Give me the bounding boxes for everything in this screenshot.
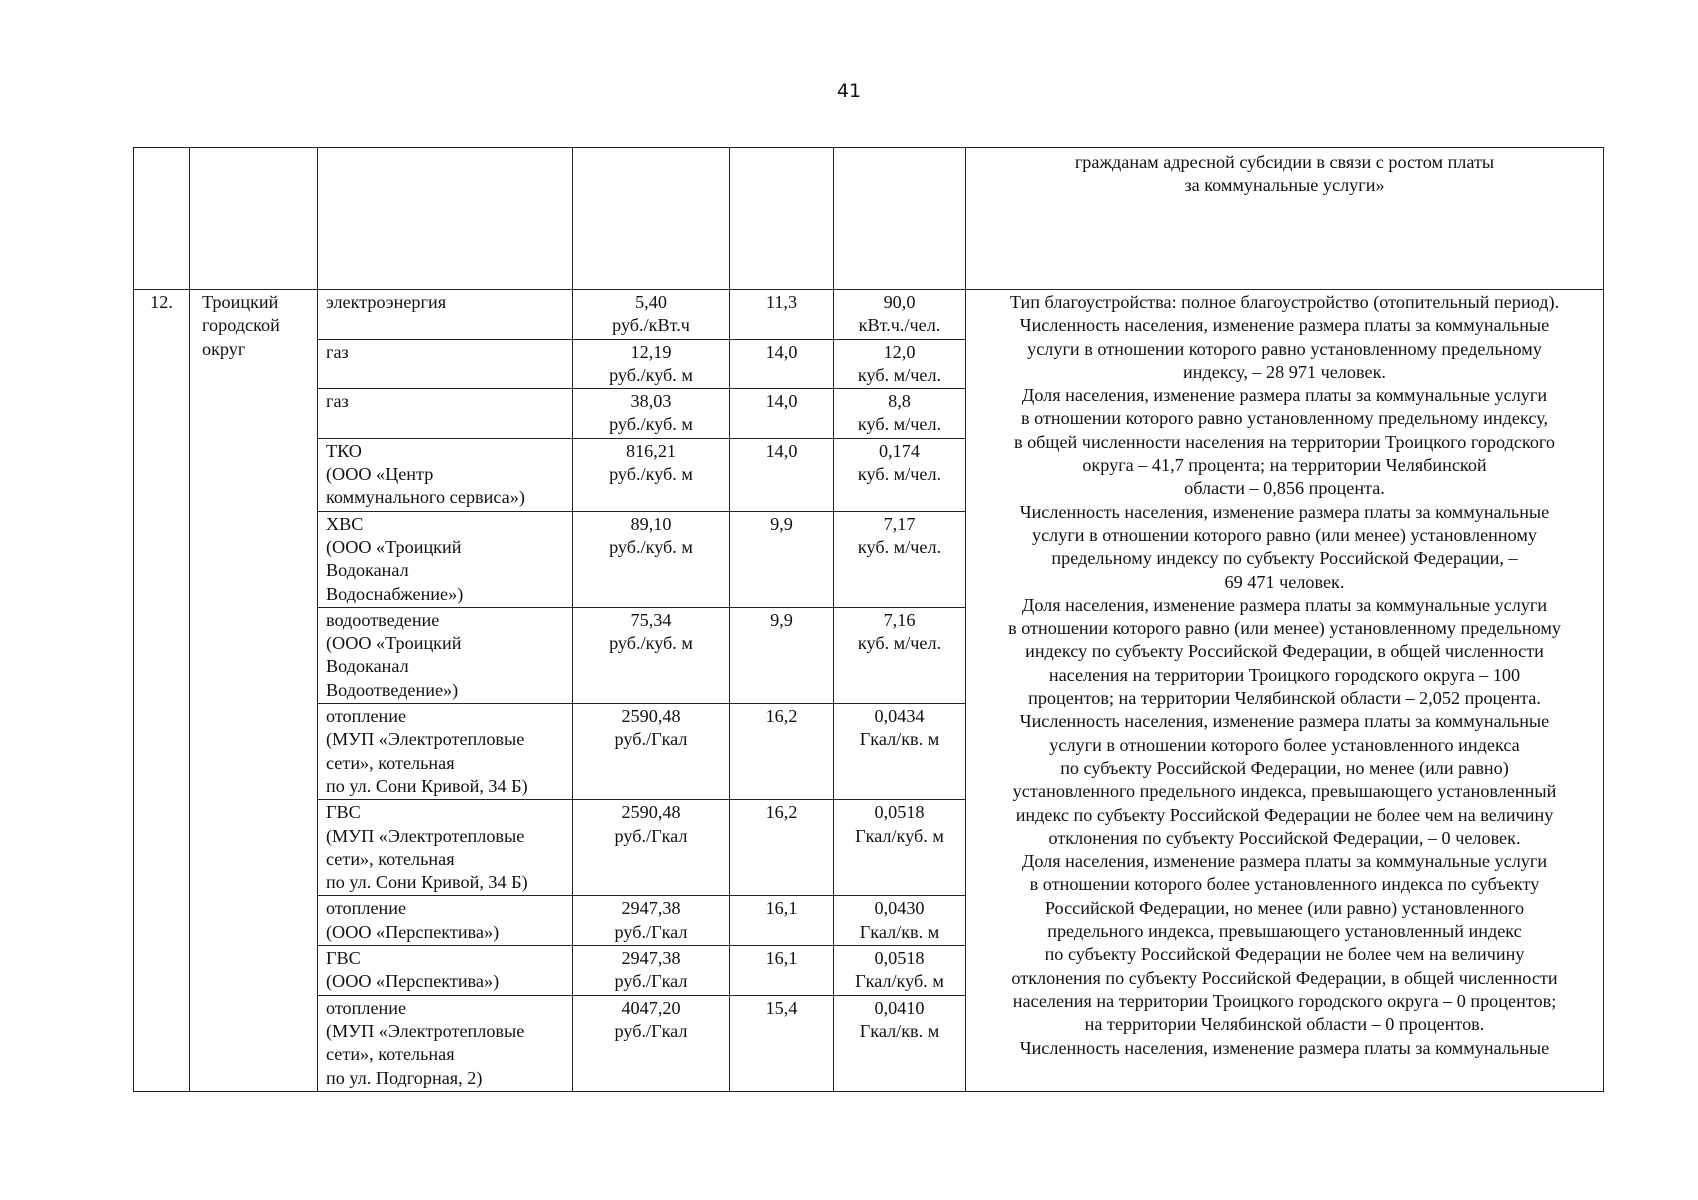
service-line: (МУП «Электротепловые <box>326 729 525 750</box>
tariff-line: 4047,20 <box>621 997 681 1018</box>
norm-cell <box>834 946 966 996</box>
description-cell <box>966 290 1604 1092</box>
entry-number: 12. <box>134 290 190 1092</box>
tariff-line: 75,34 <box>630 609 672 630</box>
service-name-cell <box>318 995 573 1091</box>
description-line: услуги в отношении которого равно установленному предельному <box>1027 338 1542 359</box>
tariff-cell <box>573 946 730 996</box>
description-line: области – 0,856 процента. <box>1184 478 1385 499</box>
index-cell: 11,3 <box>730 290 834 340</box>
service-line: газ <box>326 341 349 362</box>
service-line: сети», котельная <box>326 752 455 773</box>
tariff-line: 2947,38 <box>621 898 681 919</box>
norm-cell <box>834 896 966 946</box>
index-cell: 14,0 <box>730 438 834 511</box>
norm-cell <box>834 995 966 1091</box>
service-line: Водоотведение») <box>326 679 459 700</box>
service-line: водоотведение <box>326 609 440 630</box>
municipality-cell <box>190 148 318 290</box>
service-line: электроэнергия <box>326 292 447 312</box>
norm-line: Гкал/кв. м <box>859 729 940 750</box>
index-cell: 16,1 <box>730 896 834 946</box>
norm-line: 0,174 <box>879 440 920 461</box>
tariff-line: руб./Гкал <box>614 729 688 750</box>
norm-cell <box>834 438 966 511</box>
service-line: газ <box>326 391 349 412</box>
service-line: сети», котельная <box>326 848 455 869</box>
norm-line: 12,0 <box>883 341 916 362</box>
description-line: Российской Федерации, но менее (или равно) установленного <box>1044 897 1525 918</box>
description-line: по субъекту Российской Федерации, но менее (или равно) <box>1060 757 1509 778</box>
description-line: Численность населения, изменение размера платы за коммунальные <box>1019 711 1550 732</box>
description-line: за коммунальные услуги» <box>1184 175 1385 196</box>
description-line: услуги в отношении которого более установленного индекса <box>1049 734 1520 755</box>
description-line: Численность населения, изменение размера платы за коммунальные <box>1019 1037 1550 1058</box>
description-line: Доля населения, изменение размера платы за коммунальные услуги <box>1021 594 1548 615</box>
tariff-line: руб./кВт.ч <box>612 315 690 336</box>
index-cell: 16,1 <box>730 946 834 996</box>
norm-line: 0,0410 <box>874 997 925 1018</box>
norm-line: 0,0518 <box>874 948 925 969</box>
description-line: отклонения по субъекту Российской Федерации, в общей численности <box>1011 967 1558 988</box>
service-name-cell <box>318 946 573 996</box>
page-number: 41 <box>836 80 862 102</box>
service-line: (ООО «Перспектива») <box>326 971 500 992</box>
tariff-line: руб./куб. м <box>609 364 693 385</box>
description-line: Доля населения, изменение размера платы за коммунальные услуги <box>1021 385 1548 406</box>
tariff-line: 89,10 <box>630 513 672 534</box>
service-line: по ул. Сони Кривой, 34 Б) <box>326 775 528 796</box>
tariff-cell <box>573 339 730 389</box>
service-line: отопление <box>326 997 407 1018</box>
tariff-line: 2947,38 <box>621 948 681 969</box>
service-line: (МУП «Электротепловые <box>326 1020 525 1041</box>
service-name-cell <box>318 607 573 703</box>
tariff-cell <box>573 389 730 439</box>
index-cell: 16,2 <box>730 704 834 800</box>
index-cell: 9,9 <box>730 607 834 703</box>
norm-line: 0,0430 <box>874 898 925 919</box>
norm-line: Гкал/куб. м <box>855 971 944 992</box>
description-line: Тип благоустройства: полное благоустройство (отопительный период). <box>1009 292 1560 312</box>
norm-line: Гкал/кв. м <box>859 1020 940 1041</box>
municipality-line: городской <box>202 315 280 336</box>
service-cell <box>318 148 573 290</box>
tariff-line: 12,19 <box>630 341 672 362</box>
tariff-line: 2590,48 <box>621 706 681 727</box>
norm-line: куб. м/чел. <box>857 364 942 385</box>
service-name-cell <box>318 511 573 607</box>
description-line: услуги в отношении которого равно (или менее) установленному <box>1032 524 1537 545</box>
index-cell: 14,0 <box>730 389 834 439</box>
index-cell: 9,9 <box>730 511 834 607</box>
tariff-line: руб./Гкал <box>614 921 688 942</box>
index-cell: 15,4 <box>730 995 834 1091</box>
norm-cell <box>834 389 966 439</box>
norm-line: 0,0434 <box>874 706 925 727</box>
service-line: по ул. Сони Кривой, 34 Б) <box>326 872 528 893</box>
service-line: (ООО «Троицкий <box>326 536 462 557</box>
tariff-line: 816,21 <box>625 440 676 461</box>
service-line: по ул. Подгорная, 2) <box>326 1067 483 1088</box>
description-line: в отношении которого равно установленному предельному индексу, <box>1020 408 1549 429</box>
tariff-line: 5,40 <box>635 292 667 312</box>
description-line: Численность населения, изменение размера платы за коммунальные <box>1019 315 1550 336</box>
norm-line: куб. м/чел. <box>857 536 942 557</box>
norm-line: кВт.ч./чел. <box>858 315 941 336</box>
service-name-cell <box>318 800 573 896</box>
municipality-line: округ <box>202 338 246 359</box>
tariff-cell <box>573 896 730 946</box>
norm-cell <box>834 800 966 896</box>
index-cell: 16,2 <box>730 800 834 896</box>
municipality-cell <box>190 290 318 1092</box>
service-name-cell <box>318 290 573 340</box>
norm-line: куб. м/чел. <box>857 633 942 654</box>
norm-cell <box>834 511 966 607</box>
service-name-cell <box>318 339 573 389</box>
service-row <box>134 290 1604 340</box>
description-line: процентов; на территории Челябинской области – 2,052 процента. <box>1028 688 1541 709</box>
norm-line: Гкал/кв. м <box>859 921 940 942</box>
norm-line: 7,17 <box>883 513 916 534</box>
index-cell <box>730 148 834 290</box>
tariff-line: руб./куб. м <box>609 633 693 654</box>
norm-line: 90,0 <box>883 292 916 312</box>
tariff-line: руб./Гкал <box>614 825 688 846</box>
tariff-line: руб./Гкал <box>614 1020 688 1041</box>
tariff-line: 2590,48 <box>621 802 681 823</box>
service-line: Водоканал <box>326 656 409 677</box>
description-line: Численность населения, изменение размера платы за коммунальные <box>1019 501 1550 522</box>
tariff-cell <box>573 800 730 896</box>
service-line: ТКО <box>326 440 362 461</box>
service-line: ГВС <box>326 948 361 969</box>
service-line: Водоснабжение») <box>326 583 464 604</box>
description-line: 69 471 человек. <box>1224 571 1345 592</box>
service-name-cell <box>318 438 573 511</box>
service-name-cell <box>318 704 573 800</box>
tariff-table <box>133 147 1604 1092</box>
norm-line: 7,16 <box>883 609 916 630</box>
description-line: на территории Челябинской области – 0 процентов. <box>1084 1014 1485 1035</box>
index-cell: 14,0 <box>730 339 834 389</box>
continuation-row <box>134 148 1604 290</box>
tariff-line: руб./куб. м <box>609 464 693 485</box>
description-line: в отношении которого более установленного индекса по субъекту <box>1029 874 1540 895</box>
norm-line: куб. м/чел. <box>857 464 942 485</box>
description-line: отклонения по субъекту Российской Федерации, – 0 человек. <box>1048 827 1521 848</box>
description-line: в общей численности населения на территории Троицкого городского <box>1013 431 1556 452</box>
norm-cell <box>834 290 966 340</box>
number-cell <box>134 148 190 290</box>
tariff-line: 38,03 <box>630 391 672 412</box>
service-line: (ООО «Перспектива») <box>326 921 500 942</box>
norm-line: 8,8 <box>888 391 911 412</box>
description-line: Доля населения, изменение размера платы за коммунальные услуги <box>1021 851 1548 872</box>
norm-cell <box>834 607 966 703</box>
tariff-cell <box>573 995 730 1091</box>
description-line: индексу по субъекту Российской Федерации, в общей численности <box>1025 641 1544 662</box>
service-name-cell <box>318 389 573 439</box>
norm-line: 0,0518 <box>874 802 925 823</box>
description-line: предельному индексу по субъекту Российской Федерации, – <box>1051 548 1518 569</box>
norm-cell <box>834 148 966 290</box>
tariff-cell <box>573 704 730 800</box>
municipality-line: Троицкий <box>202 292 279 312</box>
description-cell <box>966 148 1604 290</box>
service-line: отопление <box>326 898 407 919</box>
tariff-cell <box>573 607 730 703</box>
description-line: по субъекту Российской Федерации не более чем на величину <box>1044 944 1525 965</box>
service-line: (МУП «Электротепловые <box>326 825 525 846</box>
description-line: в отношении которого равно (или менее) установленному предельному <box>1008 618 1561 639</box>
tariff-cell <box>573 290 730 340</box>
service-line: (ООО «Центр <box>326 464 434 485</box>
service-line: Водоканал <box>326 560 409 581</box>
tariff-line: руб./куб. м <box>609 536 693 557</box>
tariff-cell <box>573 438 730 511</box>
description-line: индексу, – 28 971 человек. <box>1183 361 1386 382</box>
service-line: (ООО «Троицкий <box>326 633 462 654</box>
service-line: сети», котельная <box>326 1044 455 1065</box>
description-line: населения на территории Троицкого городского округа – 100 <box>1048 664 1521 685</box>
service-line: ХВС <box>326 513 364 534</box>
service-line: коммунального сервиса») <box>326 487 525 508</box>
tariff-line: руб./куб. м <box>609 414 693 435</box>
tariff-line: руб./Гкал <box>614 971 688 992</box>
description-line: установленного предельного индекса, превышающего установленный <box>1012 781 1557 802</box>
tariff-cell <box>573 148 730 290</box>
description-line: индекс по субъекту Российской Федерации не более чем на величину <box>1015 804 1554 825</box>
tariff-cell <box>573 511 730 607</box>
norm-line: куб. м/чел. <box>857 414 942 435</box>
description-line: округа – 41,7 процента; на территории Челябинской <box>1082 455 1487 476</box>
service-line: отопление <box>326 706 407 727</box>
norm-cell <box>834 704 966 800</box>
norm-line: Гкал/куб. м <box>855 825 944 846</box>
description-line: гражданам адресной субсидии в связи с ростом платы <box>1074 152 1495 172</box>
service-name-cell <box>318 896 573 946</box>
description-line: предельного индекса, превышающего установленный индекс <box>1047 921 1522 942</box>
service-line: ГВС <box>326 802 361 823</box>
description-line: населения на территории Троицкого городского округа – 0 процентов; <box>1012 990 1557 1011</box>
norm-cell <box>834 339 966 389</box>
